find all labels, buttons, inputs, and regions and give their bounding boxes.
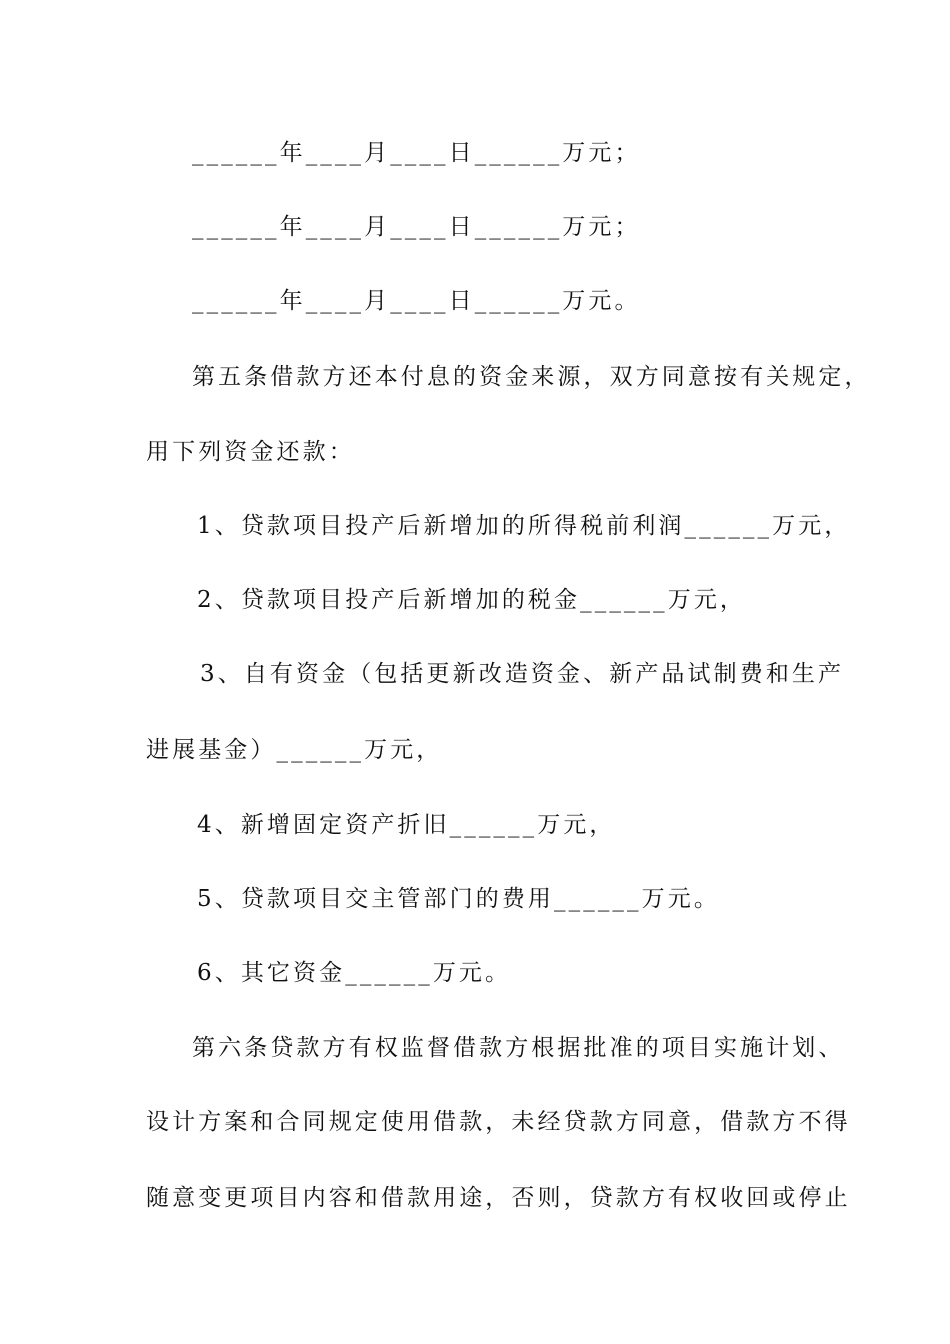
repayment-date-line-2: ______年____月____日______万元； <box>192 214 641 240</box>
funding-source-item-5: 5、贷款项目交主管部门的费用______万元。 <box>197 886 720 912</box>
funding-source-item-1: 1、贷款项目投产后新增加的所得税前利润______万元， <box>197 513 851 539</box>
funding-source-item-4: 4、新增固定资产折旧______万元， <box>197 812 616 838</box>
article-6-paragraph-line-1: 第六条贷款方有权监督借款方根据批准的项目实施计划、 <box>192 1035 845 1061</box>
funding-source-item-2: 2、贷款项目投产后新增加的税金______万元， <box>197 587 747 613</box>
repayment-date-line-1: ______年____月____日______万元； <box>192 140 641 166</box>
funding-source-item-3-line-1: 3、自有资金（包括更新改造资金、新产品试制费和生产 <box>200 661 845 687</box>
funding-source-item-3-line-2: 进展基金）______万元， <box>146 737 443 763</box>
funding-source-item-6: 6、其它资金______万元。 <box>197 960 512 986</box>
article-5-paragraph-line-2: 用下列资金还款： <box>146 439 355 465</box>
article-6-paragraph-line-2: 设计方案和合同规定使用借款，未经贷款方同意，借款方不得 <box>146 1109 851 1135</box>
article-6-paragraph-line-3: 随意变更项目内容和借款用途，否则，贷款方有权收回或停止 <box>146 1185 851 1211</box>
article-5-paragraph-line-1: 第五条借款方还本付息的资金来源，双方同意按有关规定， <box>192 364 871 390</box>
repayment-date-line-3: ______年____月____日______万元。 <box>192 288 641 314</box>
